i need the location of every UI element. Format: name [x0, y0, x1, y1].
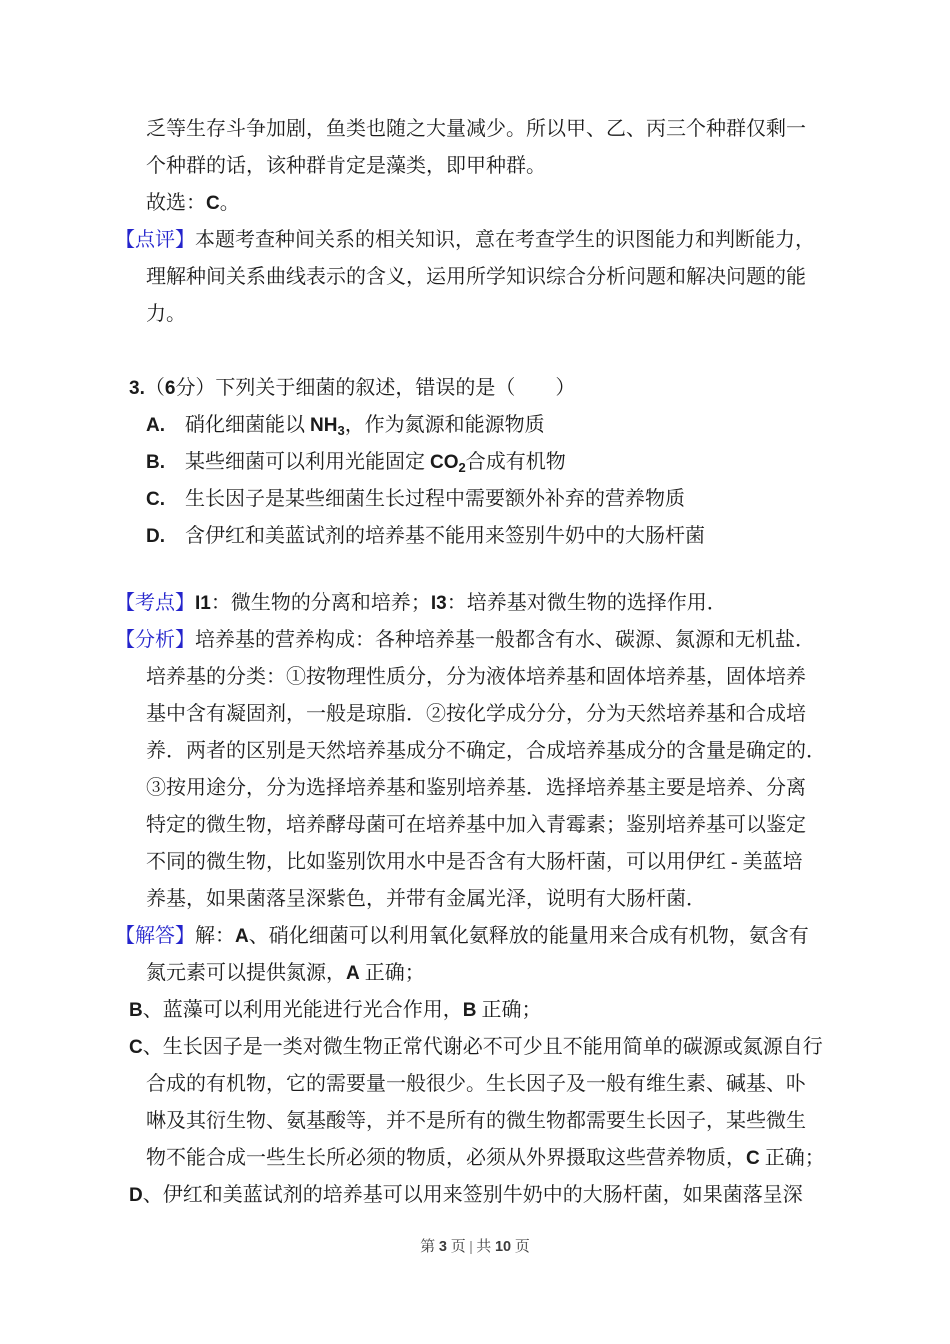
text-segment: 啉及其衍生物、氨基酸等，并不是所有的微生物都需要生长因子，某些微生: [146, 1110, 806, 1132]
text-segment: 3: [337, 423, 345, 438]
text-segment: 分）下列关于细菌的叙述，错误的是（ ）: [175, 377, 576, 399]
text-segment: 养．两者的区别是天然培养基成分不确定，合成培养基成分的含量是确定的．: [146, 740, 826, 762]
text-segment: 6: [164, 378, 176, 399]
text-segment: 故选：: [146, 192, 206, 214]
text-line: [146, 407, 950, 444]
text-segment: 特定的微生物，培养酵母菌可在培养基中加入青霉素；鉴别培养基可以鉴定: [146, 814, 806, 836]
text-segment: 培养基的营养构成：各种培养基一般都含有水、碳源、氮源和无机盐．: [195, 629, 815, 651]
text-segment: 。: [219, 192, 240, 214]
text-segment: 氮元素可以提供氮源，: [146, 962, 346, 984]
text-segment: 养基，如果菌落呈深紫色，并带有金属光泽，说明有大肠杆菌．: [146, 888, 706, 910]
text-segment: B.: [146, 452, 165, 473]
text-segment: C: [206, 193, 220, 214]
text-line: [146, 481, 950, 518]
text-line: [146, 259, 950, 296]
text-segment: 2: [458, 460, 466, 475]
section-tag: 【分析】: [115, 629, 195, 651]
text-segment: I3: [430, 593, 447, 614]
text-line: [146, 1066, 950, 1103]
text-line: [129, 1029, 950, 1066]
text-line: [146, 111, 950, 148]
text-segment: 解：: [195, 925, 235, 947]
text-segment: 3.: [129, 378, 145, 399]
text-segment: 10: [494, 1239, 512, 1255]
text-line: [146, 881, 950, 918]
text-segment: 物不能合成一些生长所必须的物质，必须从外界摄取这些营养物质，: [146, 1147, 746, 1169]
text-segment: 正确；: [359, 962, 425, 984]
text-segment: A.: [146, 415, 165, 436]
text-segment: 含伊红和美蓝试剂的培养基不能用来签别牛奶中的大肠杆菌: [165, 525, 705, 547]
text-segment: 第: [420, 1239, 439, 1255]
text-segment: B: [129, 1000, 143, 1021]
text-line: [146, 733, 950, 770]
text-segment: ③按用途分，分为选择培养基和鉴别培养基．选择培养基主要是培养、分离: [146, 777, 806, 799]
text-line: [146, 659, 950, 696]
text-segment: 基中含有凝固剂，一般是琼脂．②按化学成分分，分为天然培养基和合成培: [146, 703, 806, 725]
text-line: [115, 622, 950, 659]
text-segment: 生长因子是某些细菌生长过程中需要额外补弃的营养物质: [165, 488, 685, 510]
page-footer: [0, 1236, 950, 1258]
text-segment: 、伊红和美蓝试剂的培养基可以用来签别牛奶中的大肠杆菌，如果菌落呈深: [142, 1184, 803, 1206]
text-segment: 某些细菌可以利用光能固定: [165, 451, 430, 473]
text-segment: 合成有机物: [465, 451, 566, 473]
text-line: [115, 222, 950, 259]
text-segment: C: [746, 1148, 760, 1169]
text-line: [129, 1177, 950, 1214]
text-segment: B: [462, 1000, 477, 1021]
text-segment: 理解种间关系曲线表示的含义，运用所学知识综合分析问题和解决问题的能: [146, 266, 806, 288]
text-line: [115, 918, 950, 955]
text-segment: 乏等生存斗争加剧，鱼类也随之大量减少。所以甲、乙、丙三个种群仅剩一: [146, 118, 806, 140]
text-segment: （: [144, 377, 165, 399]
section-tag: 【点评】: [115, 229, 195, 251]
text-line: [146, 955, 950, 992]
text-segment: 、硝化细菌可以利用氧化氨释放的能量用来合成有机物，氨含有: [248, 925, 809, 947]
text-segment: 个种群的话，该种群肯定是藻类，即甲种群。: [146, 155, 546, 177]
text-segment: A: [235, 926, 249, 947]
text-segment: I1: [195, 593, 211, 614]
section-tag: 【考点】: [115, 592, 195, 614]
text-line: [129, 992, 950, 1029]
text-segment: C: [129, 1037, 143, 1058]
text-segment: ：微生物的分离和培养；: [210, 592, 431, 614]
text-segment: 、蓝藻可以利用光能进行光合作用，: [142, 999, 463, 1021]
text-line: [146, 807, 950, 844]
text-line: [129, 370, 950, 407]
text-line: [115, 585, 950, 622]
section-tag: 【解答】: [115, 925, 195, 947]
text-segment: 不同的微生物，比如鉴别饮用水中是否含有大肠杆菌，可以用伊红 - 美蓝培: [146, 851, 803, 873]
text-segment: 正确；: [759, 1147, 825, 1169]
text-segment: 页: [511, 1239, 530, 1255]
text-line: [146, 1140, 950, 1177]
text-segment: C.: [146, 489, 165, 510]
text-segment: 3: [438, 1239, 447, 1255]
text-line: [146, 770, 950, 807]
text-segment: CO: [430, 452, 459, 473]
text-line: [146, 518, 950, 555]
text-segment: 、生长因子是一类对微生物正常代谢必不可少且不能用简单的碳源或氮源自行: [142, 1036, 823, 1058]
text-segment: D: [129, 1185, 143, 1206]
text-segment: ，作为氮源和能源物质: [344, 414, 545, 436]
text-segment: ：培养基对微生物的选择作用．: [446, 592, 727, 614]
text-segment: 页 | 共: [446, 1239, 495, 1255]
text-segment: 力。: [146, 303, 186, 325]
text-segment: 硝化细菌能以: [165, 414, 310, 436]
text-line: [146, 1103, 950, 1140]
text-line: [146, 696, 950, 733]
text-segment: 培养基的分类：①按物理性质分，分为液体培养基和固体培养基，固体培养: [146, 666, 806, 688]
text-segment: A: [346, 963, 360, 984]
text-segment: 正确；: [476, 999, 542, 1021]
text-segment: D.: [146, 526, 165, 547]
text-line: [146, 148, 950, 185]
text-segment: NH: [310, 415, 338, 436]
text-line: [146, 296, 950, 333]
text-line: [146, 444, 950, 481]
text-segment: 合成的有机物，它的需要量一般很少。生长因子及一般有维生素、碱基、卟: [146, 1073, 806, 1095]
text-line: [146, 844, 950, 881]
text-line: [146, 185, 950, 222]
text-segment: 本题考查种间关系的相关知识，意在考查学生的识图能力和判断能力，: [195, 229, 815, 251]
